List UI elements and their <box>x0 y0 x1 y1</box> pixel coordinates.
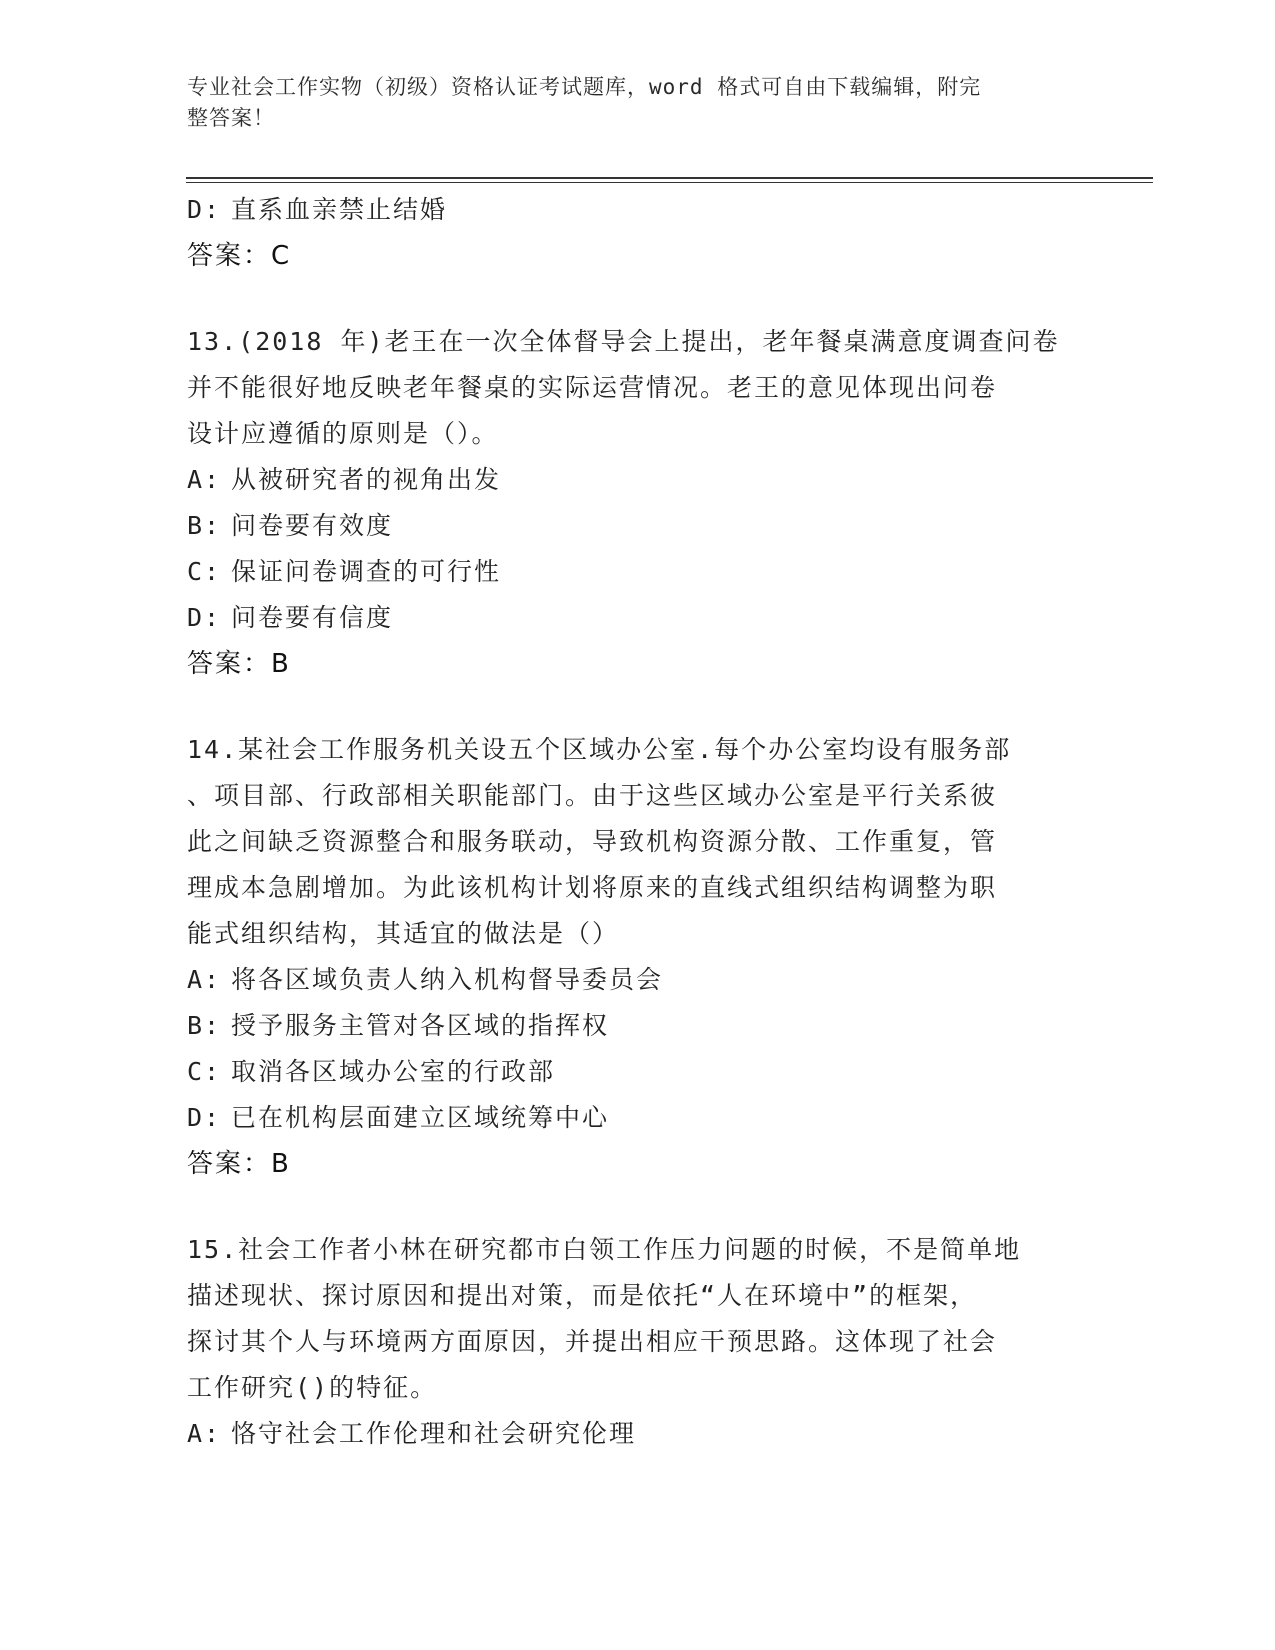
option-letter: D: <box>187 603 222 632</box>
option-letter: C: <box>187 1057 222 1086</box>
option-a <box>187 1411 1087 1457</box>
option-c <box>187 549 1087 595</box>
question-text-line: 、项目部、行政部相关职能部门。由于这些区域办公室是平行关系彼 <box>187 781 998 810</box>
option-text: 恪守社会工作伦理和社会研究伦理 <box>231 1419 637 1448</box>
option-text: 取消各区域办公室的行政部 <box>231 1057 556 1086</box>
header-line-1: 专业社会工作实物（初级）资格认证考试题库，word 格式可自由下载编辑，附完 <box>187 75 982 99</box>
answer-line: 答案：B <box>187 1149 291 1179</box>
option-a <box>187 957 1087 1003</box>
question-text-line: 14.某社会工作服务机关设五个区域办公室.每个办公室均设有服务部 <box>187 735 1012 764</box>
option-text: 从被研究者的视角出发 <box>231 465 502 494</box>
option-letter: B: <box>187 1011 222 1040</box>
question-text-line: 设计应遵循的原则是（）。 <box>187 419 499 448</box>
question-14 <box>187 727 1087 1187</box>
option-d <box>187 187 1087 233</box>
question-text-line: 能式组织结构，其适宜的做法是（） <box>187 919 620 948</box>
option-text: 问卷要有效度 <box>231 511 394 540</box>
question-text-line: 工作研究()的特征。 <box>187 1373 438 1402</box>
option-b <box>187 1003 1087 1049</box>
option-text: 保证问卷调查的可行性 <box>231 557 502 586</box>
question-text-line: 此之间缺乏资源整合和服务联动，导致机构资源分散、工作重复，管 <box>187 827 998 856</box>
question-gap <box>187 687 1087 727</box>
option-letter: A: <box>187 965 222 994</box>
option-d <box>187 1095 1087 1141</box>
option-d <box>187 595 1087 641</box>
question-13 <box>187 319 1087 687</box>
document-header <box>187 72 1067 134</box>
question-gap <box>187 1187 1087 1227</box>
option-a <box>187 457 1087 503</box>
header-rule-thick <box>186 177 1153 179</box>
option-letter: A: <box>187 465 222 494</box>
header-rule-thin <box>186 182 1153 183</box>
header-line-2: 整答案！ <box>187 106 275 130</box>
question-15 <box>187 1227 1087 1457</box>
option-c <box>187 1049 1087 1095</box>
option-text: 授予服务主管对各区域的指挥权 <box>231 1011 610 1040</box>
option-letter: D: <box>187 1103 222 1132</box>
question-text-line: 15.社会工作者小林在研究都市白领工作压力问题的时候，不是简单地 <box>187 1235 1022 1264</box>
option-letter: C: <box>187 557 222 586</box>
option-letter: D: <box>187 195 222 224</box>
question-text-line: 并不能很好地反映老年餐桌的实际运营情况。老王的意见体现出问卷 <box>187 373 998 402</box>
question-text-line: 探讨其个人与环境两方面原因，并提出相应干预思路。这体现了社会 <box>187 1327 998 1356</box>
question-content <box>187 187 1087 1457</box>
question-gap <box>187 279 1087 319</box>
question-text-line: 理成本急剧增加。为此该机构计划将原来的直线式组织结构调整为职 <box>187 873 998 902</box>
option-letter: B: <box>187 511 222 540</box>
answer-line: 答案：C <box>187 241 292 271</box>
option-letter: A: <box>187 1419 222 1448</box>
option-text: 问卷要有信度 <box>231 603 394 632</box>
option-text: 直系血亲禁止结婚 <box>231 195 448 224</box>
answer-line: 答案：B <box>187 649 291 679</box>
question-text-line: 描述现状、探讨原因和提出对策，而是依托“人在环境中”的框架， <box>187 1281 978 1310</box>
option-text: 已在机构层面建立区域统筹中心 <box>231 1103 610 1132</box>
option-text: 将各区域负责人纳入机构督导委员会 <box>231 965 664 994</box>
option-b <box>187 503 1087 549</box>
question-text-line: 13.(2018 年)老王在一次全体督导会上提出，老年餐桌满意度调查问卷 <box>187 327 1060 356</box>
